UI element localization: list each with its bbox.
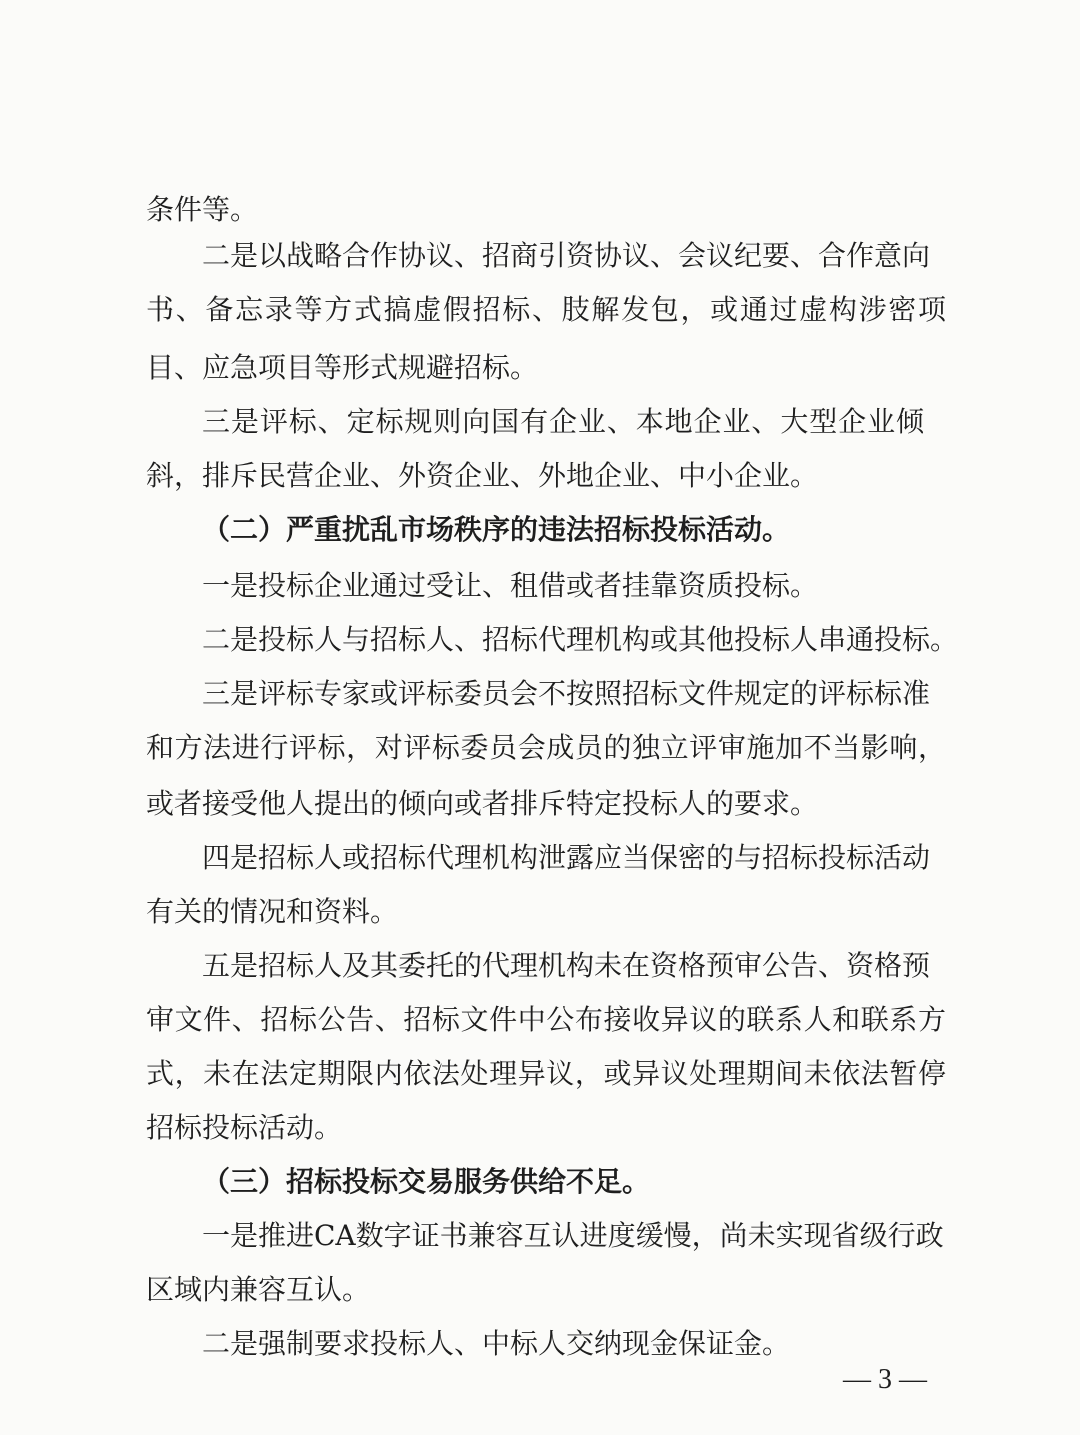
paragraph-line: 五是招标人及其委托的代理机构未在资格预审公告、资格预 (202, 949, 931, 982)
section-heading: （三）招标投标交易服务供给不足。 (202, 1165, 651, 1198)
paragraph-line: 一是投标企业通过受让、租借或者挂靠资质投标。 (202, 569, 819, 602)
paragraph-line: 目、应急项目等形式规避招标。 (146, 351, 539, 384)
paragraph-line: 二是投标人与招标人、招标代理机构或其他投标人串通投标。 (202, 623, 959, 656)
section-heading: （二）严重扰乱市场秩序的违法招标投标活动。 (202, 513, 791, 546)
paragraph-line: 有关的情况和资料。 (146, 895, 399, 928)
paragraph-line: 三是评标专家或评标委员会不按照招标文件规定的评标标准 (202, 677, 931, 710)
paragraph-line: 审文件、招标公告、招标文件中公布接收异议的联系人和联系方 (146, 1003, 946, 1036)
paragraph-line: 四是招标人或招标代理机构泄露应当保密的与招标投标活动 (202, 841, 931, 874)
paragraph-line: 三是评标、定标规则向国有企业、本地企业、大型企业倾 (202, 405, 924, 438)
paragraph-line: 式，未在法定期限内依法处理异议，或异议处理期间未依法暂停 (146, 1057, 946, 1090)
paragraph-line: 斜，排斥民营企业、外资企业、外地企业、中小企业。 (146, 459, 819, 492)
paragraph-line: 和方法进行评标，对评标委员会成员的独立评审施加不当影响， (146, 731, 946, 764)
page-number: — 3 — (843, 1364, 927, 1395)
paragraph-line: 二是以战略合作协议、招商引资协议、会议纪要、合作意向 (202, 239, 931, 272)
paragraph-line: 一是推进CA数字证书兼容互认进度缓慢，尚未实现省级行政 (202, 1219, 944, 1252)
paragraph-line: 招标投标活动。 (146, 1111, 343, 1144)
paragraph-line: 或者接受他人提出的倾向或者排斥特定投标人的要求。 (146, 787, 819, 820)
paragraph-line: 二是强制要求投标人、中标人交纳现金保证金。 (202, 1327, 791, 1360)
paragraph-line: 区域内兼容互认。 (146, 1273, 371, 1306)
paragraph-line: 书、备忘录等方式搞虚假招标、肢解发包，或通过虚构涉密项 (146, 293, 946, 326)
paragraph-line: 条件等。 (146, 193, 259, 226)
